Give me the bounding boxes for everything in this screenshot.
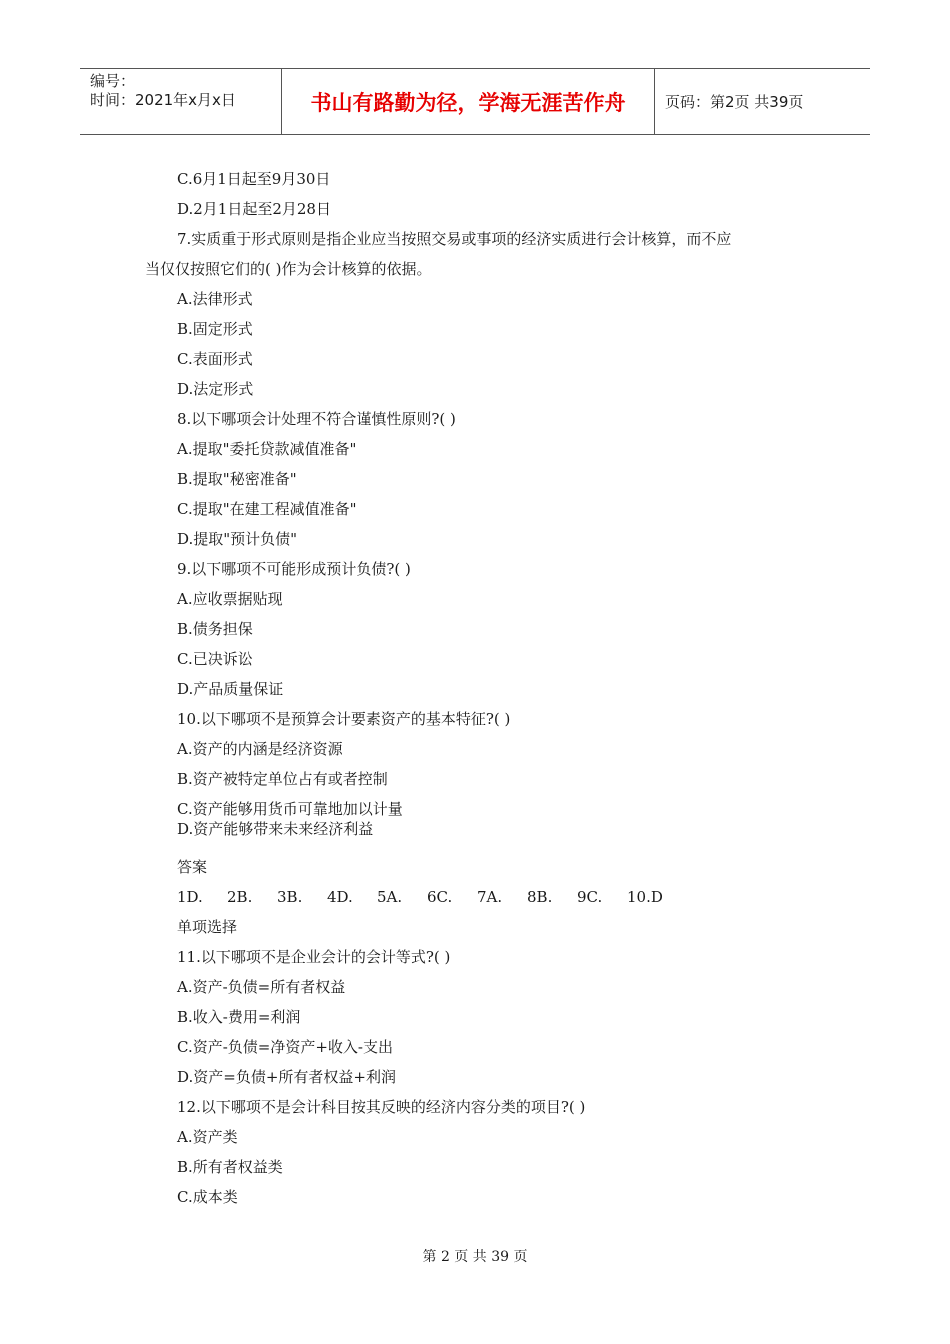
option-line: A.资产类 (177, 1128, 238, 1146)
section-title: 单项选择 (177, 918, 238, 936)
option-line: C.提取"在建工程减值准备" (177, 500, 357, 518)
option-line: A.资产的内涵是经济资源 (177, 740, 343, 758)
option-line: C.资产-负债=净资产+收入-支出 (177, 1038, 393, 1056)
time-label: 时间：2021年x月x日 (90, 91, 236, 109)
option-line: B.债务担保 (177, 620, 253, 638)
question-11: 11.以下哪项不是企业会计的会计等式?( ) (177, 948, 451, 966)
page-footer: 第 2 页 共 39 页 (422, 1249, 528, 1265)
text-line: C.6月1日起至9月30日 (177, 170, 331, 188)
option-line: D.资产能够带来未来经济利益 (177, 820, 374, 838)
option-line: A.资产-负债=所有者权益 (177, 978, 346, 996)
option-line: C.已决诉讼 (177, 650, 253, 668)
header-page-info: 页码：第2页 共39页 (665, 93, 804, 111)
answer-item: 2B. (227, 888, 253, 906)
option-line: C.资产能够用货币可靠地加以计量 (177, 800, 403, 818)
answer-item: 1D. (177, 888, 203, 906)
text-line: D.2月1日起至2月28日 (177, 200, 331, 218)
option-line: B.固定形式 (177, 320, 253, 338)
option-line: D.资产=负债+所有者权益+利润 (177, 1068, 396, 1086)
option-line: C.成本类 (177, 1188, 238, 1206)
answer-item: 7A. (477, 888, 503, 906)
document-body (145, 168, 805, 1216)
option-line: D.法定形式 (177, 380, 254, 398)
option-line: B.资产被特定单位占有或者控制 (177, 770, 388, 788)
answers-row (145, 886, 805, 916)
answer-item: 6C. (427, 888, 453, 906)
question-7: 7.实质重于形式原则是指企业应当按照交易或事项的经济实质进行会计核算，而不应 (177, 230, 732, 248)
question-9: 9.以下哪项不可能形成预计负债?( ) (177, 560, 411, 578)
question-12: 12.以下哪项不是会计科目按其反映的经济内容分类的项目?( ) (177, 1098, 586, 1116)
option-line: D.产品质量保证 (177, 680, 284, 698)
option-line: D.提取"预计负债" (177, 530, 298, 548)
option-line: C.表面形式 (177, 350, 253, 368)
option-line: B.收入-费用=利润 (177, 1008, 301, 1026)
option-line: B.提取"秘密准备" (177, 470, 297, 488)
header-meta (80, 69, 282, 134)
answer-item: 10.D (627, 888, 663, 906)
header-motto: 书山有路勤为径，学海无涯苦作舟 (282, 69, 655, 134)
answer-item: 8B. (527, 888, 553, 906)
number-label: 编号： (90, 72, 136, 90)
option-line: B.所有者权益类 (177, 1158, 283, 1176)
option-line: A.应收票据贴现 (177, 590, 283, 608)
answer-item: 3B. (277, 888, 303, 906)
question-7-cont: 当仅仅按照它们的( )作为会计核算的依据。 (145, 260, 432, 278)
answer-item: 4D. (327, 888, 353, 906)
question-10: 10.以下哪项不是预算会计要素资产的基本特征?( ) (177, 710, 511, 728)
answer-item: 5A. (377, 888, 403, 906)
page-header (80, 68, 870, 135)
answers-title: 答案 (177, 858, 208, 876)
answer-item: 9C. (577, 888, 603, 906)
question-8: 8.以下哪项会计处理不符合谨慎性原则?( ) (177, 410, 456, 428)
option-line: A.提取"委托贷款减值准备" (177, 440, 357, 458)
option-line: A.法律形式 (177, 290, 253, 308)
